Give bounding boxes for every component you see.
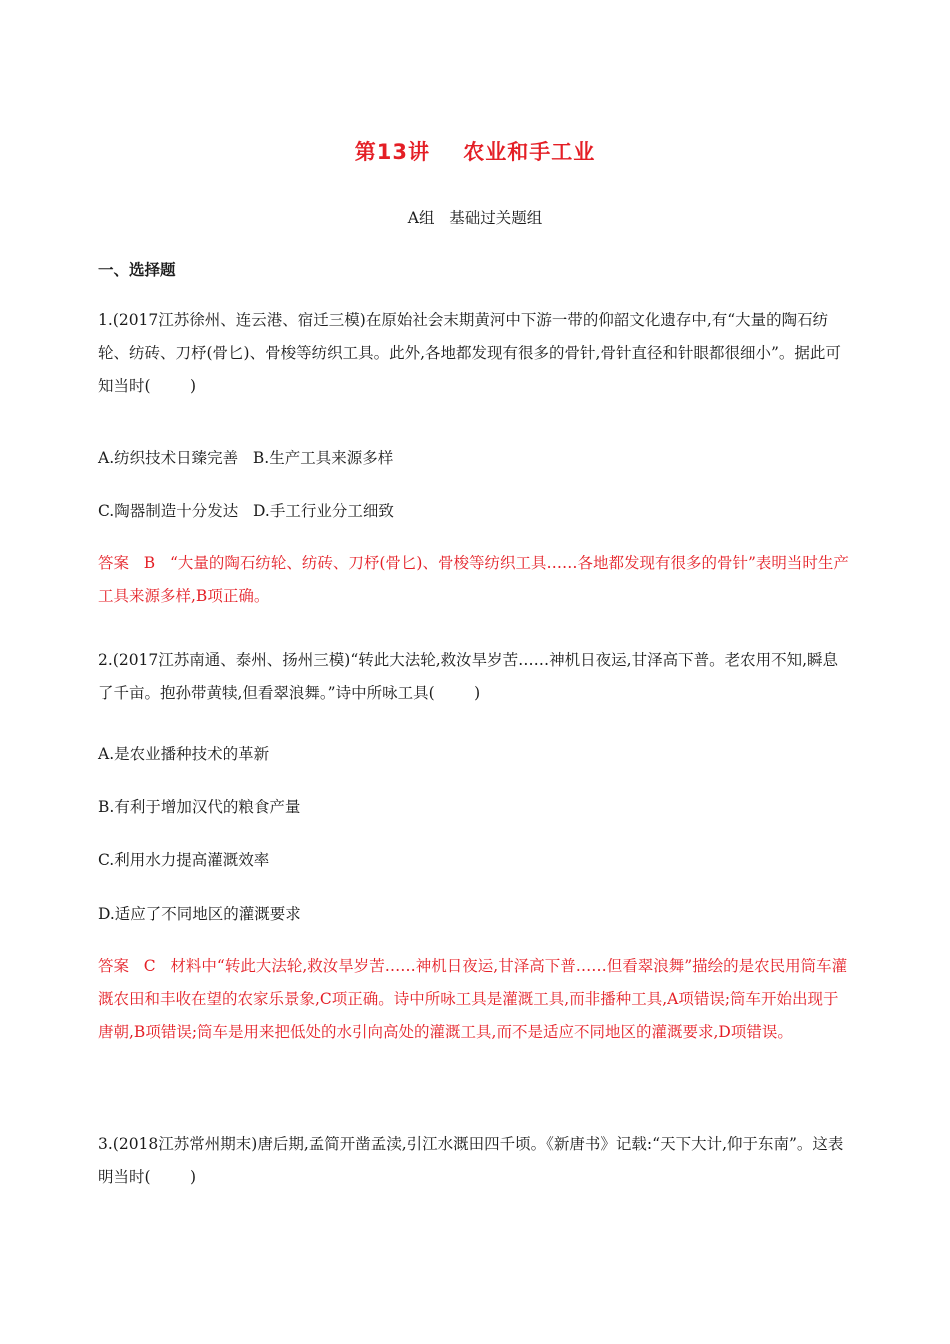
- page-title: 第13讲 农业和手工业: [354, 140, 596, 164]
- question-1-options-cd: C.陶器制造十分发达 D.手工行业分工细致: [98, 502, 394, 520]
- question-1-answer: 答案 B “大量的陶石纺轮、纺砖、刀杼(骨匕)、骨梭等纺织工具……各地都发现有很多的骨针”表明当时生产工具来源多样,B项正确。: [98, 554, 849, 605]
- group-subtitle: A组 基础过关题组: [407, 209, 543, 227]
- section-heading: 一、选择题: [98, 261, 176, 279]
- question-2-option-c: C.利用水力提高灌溉效率: [98, 851, 270, 869]
- question-2-option-b: B.有利于增加汉代的粮食产量: [98, 798, 301, 816]
- question-2-option-d: D.适应了不同地区的灌溉要求: [98, 905, 301, 923]
- question-3-stem: 3.(2018江苏常州期末)唐后期,孟简开凿孟渎,引江水溉田四千顷。《新唐书》记载:“天下大计,仰于东南”。这表明当时( ): [98, 1135, 844, 1186]
- question-1-options-ab: A.纺织技术日臻完善 B.生产工具来源多样: [98, 449, 394, 467]
- question-2-option-a: A.是农业播种技术的革新: [98, 745, 270, 763]
- question-2-stem: 2.(2017江苏南通、泰州、扬州三模)“转此大法轮,救汝旱岁苦……神机日夜运,甘泽高下普。老农用不知,瞬息了千亩。抱孙带黄犊,但看翠浪舞。”诗中所咏工具( ): [98, 651, 839, 702]
- question-2-answer: 答案 C 材料中“转此大法轮,救汝旱岁苦……神机日夜运,甘泽高下普……但看翠浪舞”描绘的是农民用筒车灌溉农田和丰收在望的农家乐景象,C项正确。诗中所咏工具是灌溉工具,而非播种工具,A项错误;筒车开始出现于唐朝,B项错误;筒车是用来把低处的水引向高处的灌溉工具,而不是适应不同地区的灌溉要求,D项错误。: [98, 957, 848, 1041]
- question-1-stem: 1.(2017江苏徐州、连云港、宿迁三模)在原始社会末期黄河中下游一带的仰韶文化遗存中,有“大量的陶石纺轮、纺砖、刀杼(骨匕)、骨梭等纺织工具。此外,各地都发现有很多的骨针,骨针直径和针眼都很细小”。据此可知当时( ): [98, 311, 841, 395]
